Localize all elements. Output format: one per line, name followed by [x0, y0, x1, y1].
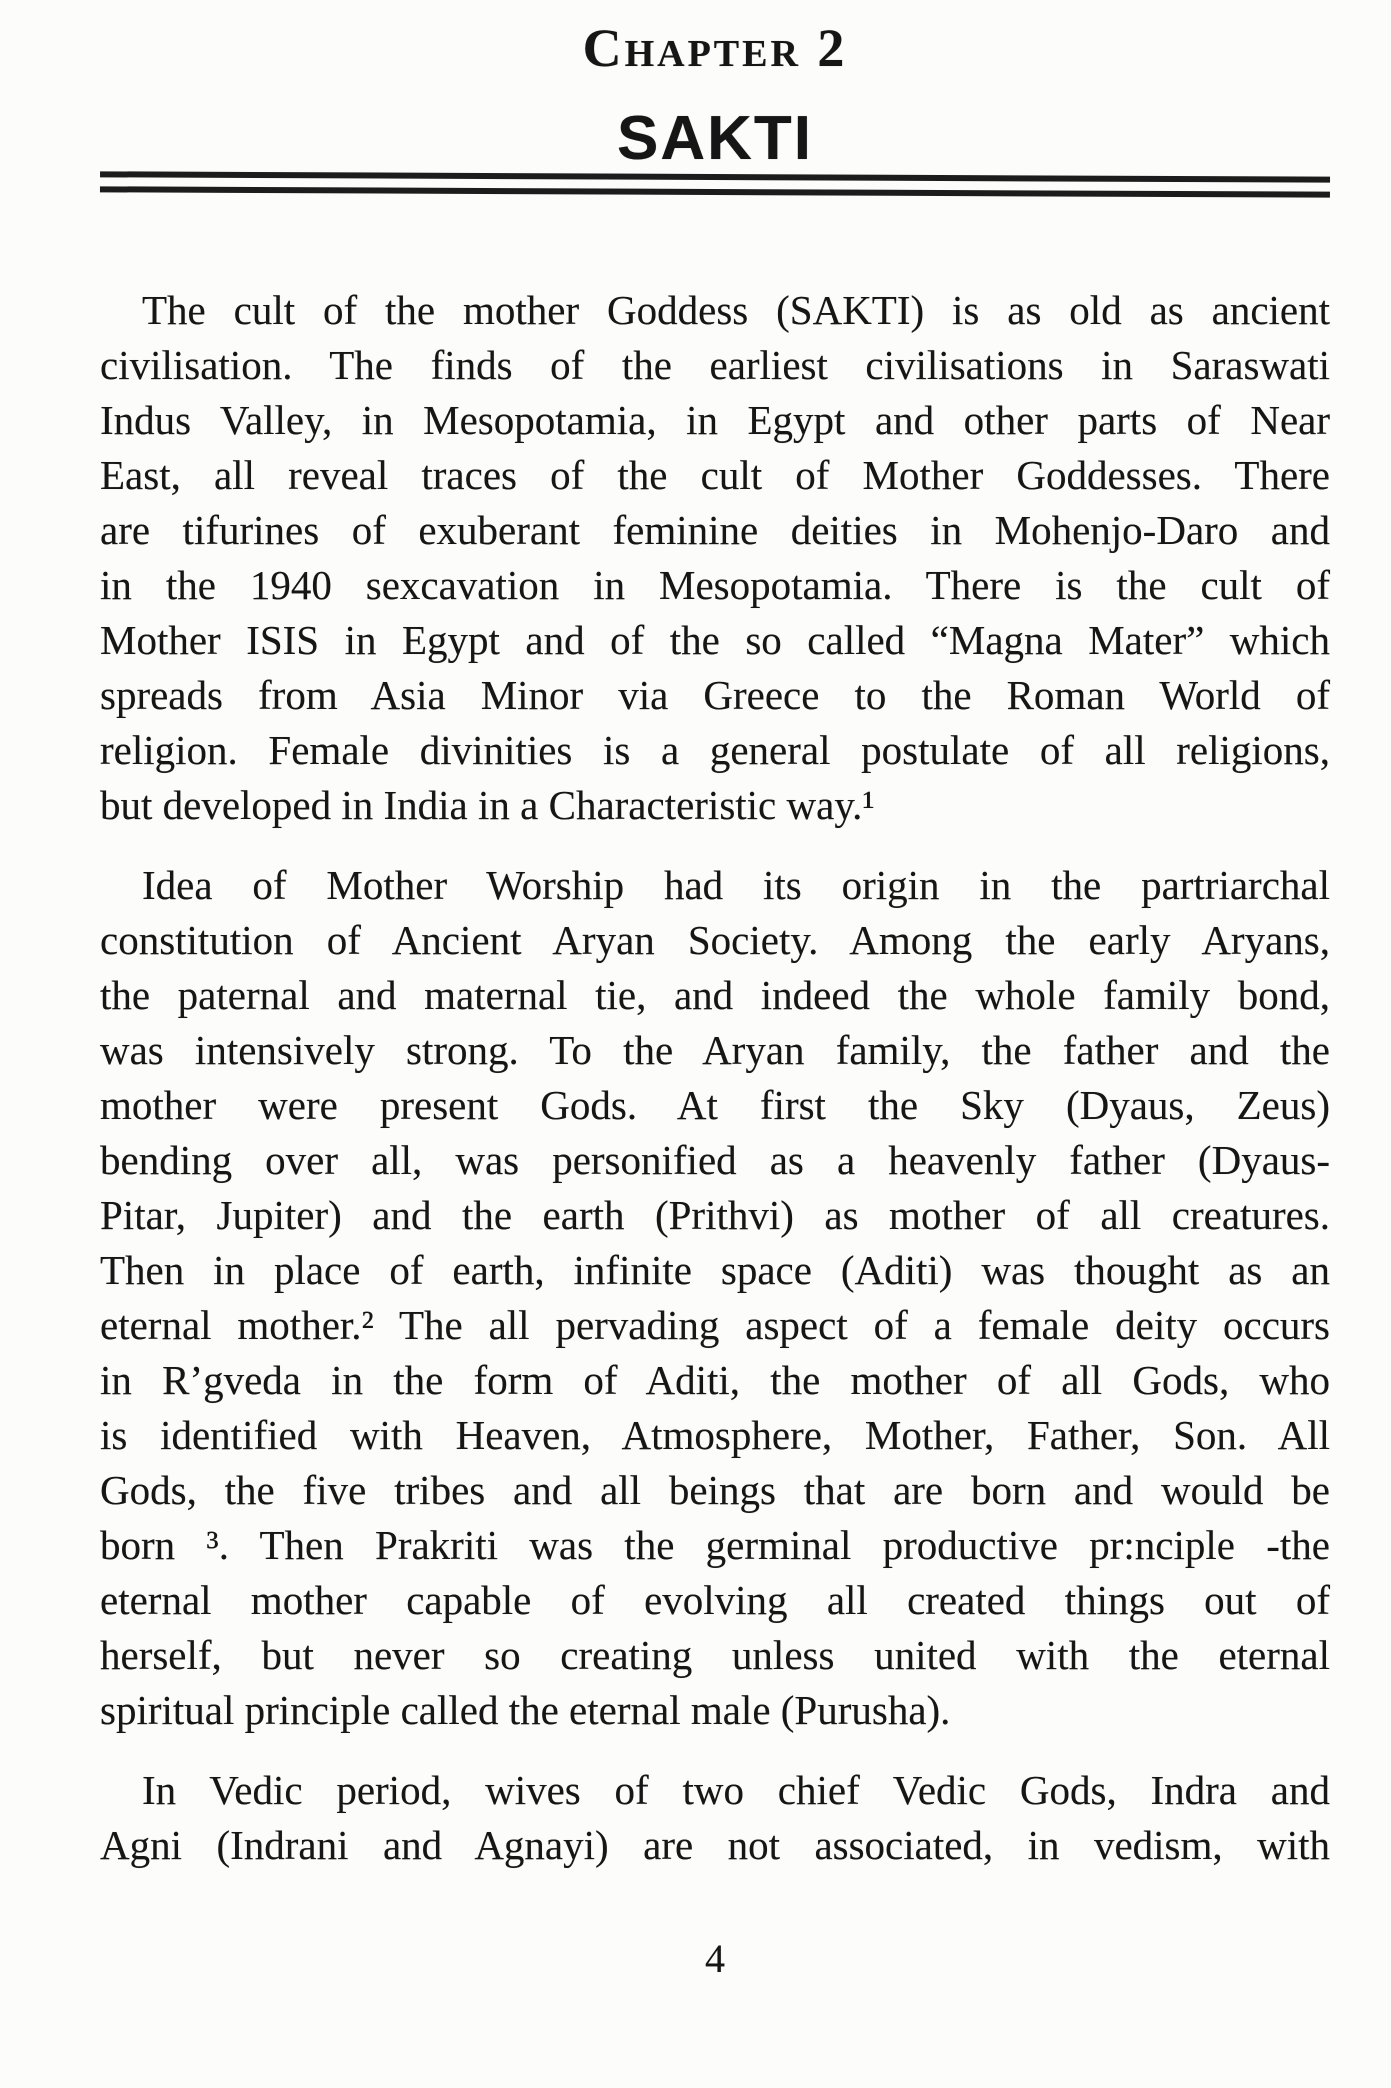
text-line: Indus Valley, in Mesopotamia, in Egypt and other parts of Near [100, 397, 1330, 443]
text-line: was intensively strong. To the Aryan family, the father and the [100, 1027, 1330, 1073]
paragraph [100, 1763, 1330, 1873]
page-content [100, 18, 1330, 1986]
paragraph [100, 283, 1330, 833]
text-line: is identified with Heaven, Atmosphere, Mother, Father, Son. All [100, 1412, 1330, 1458]
body-text [100, 283, 1330, 1873]
text-line: are tifurines of exuberant feminine deities in Mohenjo-Daro and [100, 507, 1330, 553]
text-line: the paternal and maternal tie, and indeed the whole family bond, [100, 972, 1330, 1018]
text-line: spiritual principle called the eternal male (Purusha). [100, 1687, 951, 1733]
text-line: Idea of Mother Worship had its origin in the partriarchal [142, 862, 1330, 908]
text-line: civilisation. The finds of the earliest civilisations in Saraswati [100, 342, 1330, 388]
text-line: constitution of Ancient Aryan Society. Among the early Aryans, [100, 917, 1330, 963]
text-line: but developed in India in a Characteristic way.¹ [100, 782, 875, 828]
chapter-heading: Chapter 2 [582, 18, 848, 78]
double-rule-divider [100, 171, 1330, 197]
page-title: SAKTI [617, 104, 813, 173]
paragraph [100, 858, 1330, 1738]
text-line: eternal mother.² The all pervading aspect of a female deity occurs [100, 1302, 1330, 1348]
text-line: Then in place of earth, infinite space (Aditi) was thought as an [100, 1247, 1330, 1293]
text-line: born ³. Then Prakriti was the germinal productive pr:nciple -the [100, 1522, 1330, 1568]
page-number: 4 [705, 1936, 725, 1981]
text-line: Mother ISIS in Egypt and of the so called “Magna Mater” which [100, 617, 1330, 663]
text-line: Pitar, Jupiter) and the earth (Prithvi) as mother of all creatures. [100, 1192, 1330, 1238]
text-line: Gods, the five tribes and all beings that are born and would be [100, 1467, 1330, 1513]
text-line: East, all reveal traces of the cult of Mother Goddesses. There [100, 452, 1330, 498]
text-line: The cult of the mother Goddess (SAKTI) is as old as ancient [142, 287, 1330, 333]
text-line: in R’gveda in the form of Aditi, the mother of all Gods, who [100, 1357, 1330, 1403]
text-line: Agni (Indrani and Agnayi) are not associated, in vedism, with [100, 1822, 1330, 1868]
text-line: bending over all, was personified as a heavenly father (Dyaus- [100, 1137, 1330, 1183]
text-line: eternal mother capable of evolving all created things out of [100, 1577, 1330, 1623]
text-line: in the 1940 sexcavation in Mesopotamia. There is the cult of [100, 562, 1330, 608]
text-line: In Vedic period, wives of two chief Vedic Gods, Indra and [142, 1767, 1330, 1813]
text-line: herself, but never so creating unless united with the eternal [100, 1632, 1330, 1678]
text-line: religion. Female divinities is a general postulate of all religions, [100, 727, 1330, 773]
text-line: spreads from Asia Minor via Greece to the Roman World of [100, 672, 1330, 718]
text-line: mother were present Gods. At first the Sky (Dyaus, Zeus) [100, 1082, 1330, 1128]
